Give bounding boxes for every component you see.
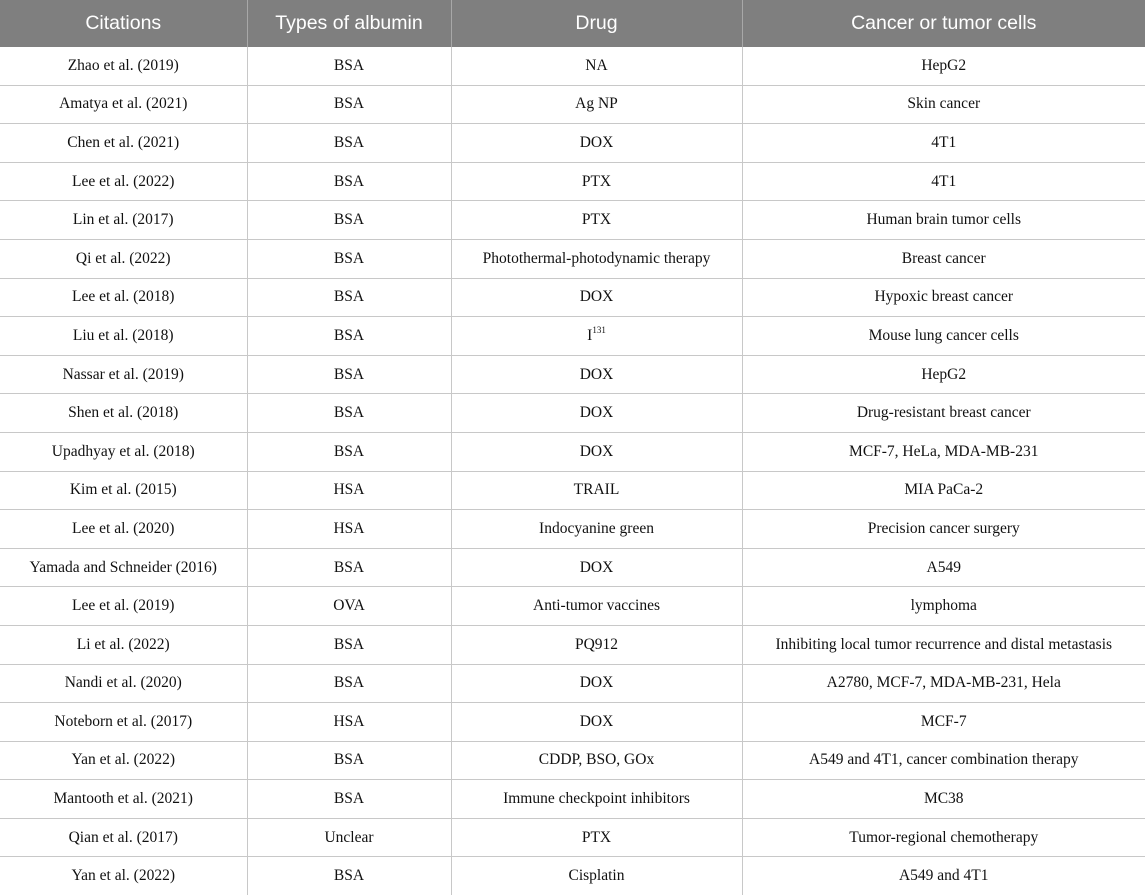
drug-cell: CDDP, BSO, GOx xyxy=(451,741,742,780)
albumin-type-cell: BSA xyxy=(247,162,451,201)
cancer-cell: HepG2 xyxy=(742,355,1145,394)
drug-cell: DOX xyxy=(451,664,742,703)
cancer-cell: Drug-resistant breast cancer xyxy=(742,394,1145,433)
cancer-cell: Human brain tumor cells xyxy=(742,201,1145,240)
header-citations: Citations xyxy=(0,0,247,47)
drug-cell: DOX xyxy=(451,355,742,394)
header-cancer-or-tumor-cells: Cancer or tumor cells xyxy=(742,0,1145,47)
albumin-type-cell: BSA xyxy=(247,124,451,163)
drug-cell: Photothermal-photodynamic therapy xyxy=(451,239,742,278)
drug-cell: TRAIL xyxy=(451,471,742,510)
albumin-type-cell: BSA xyxy=(247,548,451,587)
cancer-cell: MC38 xyxy=(742,780,1145,819)
albumin-type-cell: BSA xyxy=(247,625,451,664)
table-row xyxy=(0,162,1145,201)
citation-cell: Qi et al. (2022) xyxy=(0,239,247,278)
albumin-type-cell: BSA xyxy=(247,317,451,356)
table-row xyxy=(0,818,1145,857)
citation-cell: Liu et al. (2018) xyxy=(0,317,247,356)
drug-cell xyxy=(451,317,742,356)
table-row xyxy=(0,625,1145,664)
drug-cell: DOX xyxy=(451,394,742,433)
table-row xyxy=(0,432,1145,471)
table-row xyxy=(0,548,1145,587)
drug-cell: DOX xyxy=(451,432,742,471)
table-row xyxy=(0,239,1145,278)
albumin-type-cell: BSA xyxy=(247,278,451,317)
albumin-type-cell: BSA xyxy=(247,85,451,124)
table-row xyxy=(0,124,1145,163)
drug-cell: PTX xyxy=(451,818,742,857)
citation-cell: Li et al. (2022) xyxy=(0,625,247,664)
drug-cell: DOX xyxy=(451,548,742,587)
drug-cell: NA xyxy=(451,47,742,85)
citation-cell: Upadhyay et al. (2018) xyxy=(0,432,247,471)
table-row xyxy=(0,664,1145,703)
cancer-cell: Inhibiting local tumor recurrence and distal metastasis xyxy=(742,625,1145,664)
citation-cell: Lee et al. (2019) xyxy=(0,587,247,626)
cancer-cell: lymphoma xyxy=(742,587,1145,626)
table-row xyxy=(0,703,1145,742)
drug-cell: DOX xyxy=(451,124,742,163)
cancer-cell: MCF-7, HeLa, MDA-MB-231 xyxy=(742,432,1145,471)
cancer-cell: MIA PaCa-2 xyxy=(742,471,1145,510)
drug-cell: Indocyanine green xyxy=(451,510,742,549)
albumin-type-cell: BSA xyxy=(247,394,451,433)
citation-cell: Lee et al. (2020) xyxy=(0,510,247,549)
albumin-type-cell: BSA xyxy=(247,201,451,240)
citation-cell: Qian et al. (2017) xyxy=(0,818,247,857)
cancer-cell: HepG2 xyxy=(742,47,1145,85)
drug-cell: DOX xyxy=(451,703,742,742)
table-row xyxy=(0,857,1145,895)
citation-cell: Lee et al. (2018) xyxy=(0,278,247,317)
cancer-cell: MCF-7 xyxy=(742,703,1145,742)
albumin-type-cell: BSA xyxy=(247,239,451,278)
drug-cell: Immune checkpoint inhibitors xyxy=(451,780,742,819)
drug-cell: Ag NP xyxy=(451,85,742,124)
citation-cell: Amatya et al. (2021) xyxy=(0,85,247,124)
cancer-cell: Mouse lung cancer cells xyxy=(742,317,1145,356)
albumin-type-cell: BSA xyxy=(247,780,451,819)
cancer-cell: A549 xyxy=(742,548,1145,587)
citation-cell: Lee et al. (2022) xyxy=(0,162,247,201)
table-row xyxy=(0,394,1145,433)
drug-cell: PTX xyxy=(451,201,742,240)
table-row xyxy=(0,355,1145,394)
citation-cell: Yan et al. (2022) xyxy=(0,857,247,895)
table-row xyxy=(0,780,1145,819)
header-drug: Drug xyxy=(451,0,742,47)
table-row xyxy=(0,85,1145,124)
albumin-type-cell: BSA xyxy=(247,355,451,394)
header-types-of-albumin: Types of albumin xyxy=(247,0,451,47)
cancer-cell: Skin cancer xyxy=(742,85,1145,124)
header-row xyxy=(0,0,1145,47)
citation-cell: Lin et al. (2017) xyxy=(0,201,247,240)
cancer-cell: 4T1 xyxy=(742,124,1145,163)
cancer-cell: 4T1 xyxy=(742,162,1145,201)
drug-text: I xyxy=(587,326,593,344)
citation-cell: Kim et al. (2015) xyxy=(0,471,247,510)
albumin-type-cell: BSA xyxy=(247,664,451,703)
table-row xyxy=(0,47,1145,85)
table-row xyxy=(0,278,1145,317)
cancer-cell: Precision cancer surgery xyxy=(742,510,1145,549)
table-row xyxy=(0,741,1145,780)
citation-cell: Shen et al. (2018) xyxy=(0,394,247,433)
drug-superscript: 131 xyxy=(592,324,606,335)
table-row xyxy=(0,471,1145,510)
albumin-type-cell: BSA xyxy=(247,741,451,780)
citation-cell: Mantooth et al. (2021) xyxy=(0,780,247,819)
citation-cell: Noteborn et al. (2017) xyxy=(0,703,247,742)
citation-cell: Zhao et al. (2019) xyxy=(0,47,247,85)
table-row xyxy=(0,201,1145,240)
albumin-type-cell: BSA xyxy=(247,432,451,471)
albumin-type-cell: HSA xyxy=(247,510,451,549)
table-row xyxy=(0,510,1145,549)
citation-cell: Nandi et al. (2020) xyxy=(0,664,247,703)
drug-cell: Cisplatin xyxy=(451,857,742,895)
albumin-type-cell: OVA xyxy=(247,587,451,626)
cancer-cell: Tumor-regional chemotherapy xyxy=(742,818,1145,857)
drug-cell: PQ912 xyxy=(451,625,742,664)
table-row xyxy=(0,317,1145,356)
cancer-cell: A549 and 4T1 xyxy=(898,867,989,885)
cancer-cell: A549 and 4T1, cancer combination therapy xyxy=(742,741,1145,780)
albumin-type-cell: BSA xyxy=(247,857,451,895)
cancer-cell: Hypoxic breast cancer xyxy=(742,278,1145,317)
cancer-cell: A2780, MCF-7, MDA-MB-231, Hela xyxy=(742,664,1145,703)
drug-cell: PTX xyxy=(451,162,742,201)
citation-cell: Nassar et al. (2019) xyxy=(0,355,247,394)
drug-cell: Anti-tumor vaccines xyxy=(451,587,742,626)
table-body xyxy=(0,47,1145,895)
citation-cell: Yamada and Schneider (2016) xyxy=(0,548,247,587)
citation-cell: Yan et al. (2022) xyxy=(0,741,247,780)
cancer-cell: Breast cancer xyxy=(742,239,1145,278)
citation-cell: Chen et al. (2021) xyxy=(0,124,247,163)
drug-cell: DOX xyxy=(451,278,742,317)
table-row xyxy=(0,587,1145,626)
albumin-type-cell: HSA xyxy=(247,703,451,742)
table-header xyxy=(0,0,1145,47)
albumin-type-cell: HSA xyxy=(247,471,451,510)
albumin-type-cell: Unclear xyxy=(247,818,451,857)
albumin-type-cell: BSA xyxy=(247,47,451,85)
